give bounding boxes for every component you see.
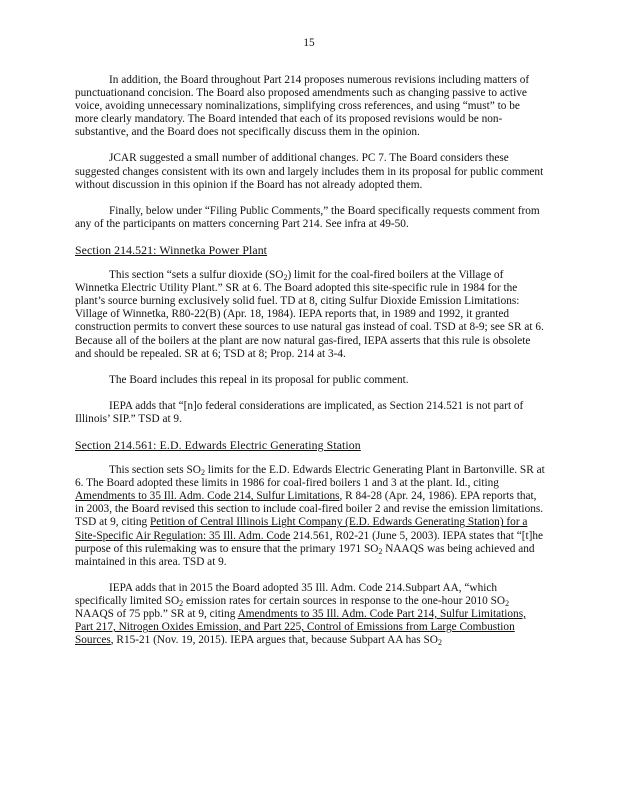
text-run: limits for the E.D. Edwards Electric Generating Plant in Bartonville. SR at 6. The Board adopted these limits in 1986 for coal-fired boilers 1 and 3 at the plant. Id., citing bbox=[75, 464, 545, 490]
text-run: 214.561, R02-21 (June 5, 2003). IEPA states that “[t]he purpose of this rulemaking was to ensure that the primary 1971 SO bbox=[75, 529, 544, 555]
page-number: 15 bbox=[303, 37, 315, 49]
subscript: 2 bbox=[505, 598, 510, 608]
text-run: NAAQS was being achieved and maintained in this area. TSD at 9. bbox=[75, 542, 535, 568]
text-run: IEPA adds that in 2015 the Board adopted 35 Ill. Adm. Code 214.Subpart AA, “which specifically limited SO bbox=[75, 581, 498, 607]
paragraph-edwards-limits bbox=[75, 464, 545, 569]
subscript: 2 bbox=[200, 468, 205, 478]
text-run: This section sets SO bbox=[109, 464, 201, 477]
citation-title: Petition of Central Illinois Light Company (E.D. Edwards Generating Station) for a Site-Specific Air Regulation: 35 Ill. Adm. Code bbox=[75, 516, 528, 542]
paragraph-jcar: JCAR suggested a small number of additional changes. PC 7. The Board considers these suggested changes consistent with its own and largely includes them in its proposal for public comment without discussion in this opinion if the Board has not already adopted them. bbox=[75, 152, 544, 191]
citation-title: Amendments to 35 Ill. Adm. Code Part 214, Sulfur Limitations, Part 217, Nitrogen Oxides Emission, and Part 225, Control of Emissions from Large Combustion Sources bbox=[75, 608, 526, 647]
subscript: 2 bbox=[378, 546, 383, 556]
paragraph-winnetka-sip: IEPA adds that “[n]o federal considerations are implicated, as Section 214.521 is not part of Illinois’ SIP.” TSD at 9. bbox=[75, 399, 524, 425]
document-body bbox=[75, 74, 545, 660]
paragraph-filing-comments: Finally, below under “Filing Public Comments,” the Board specifically requests comment from any of the participants on matters concerning Part 214. See infra at 49-50. bbox=[75, 204, 540, 230]
text-run: This section “sets a sulfur dioxide (SO bbox=[109, 269, 284, 282]
text-run: ) limit for the coal-fired boilers at the Village of Winnetka Electric Utility Plant.” SR at 6. The Board adopted this site-specific rule in 1984 for the plant’s source burning exclusively solid fuel. TD at 8, citing Sulfur Dioxide Emission Limitations: Village of Winnetka, R80-22(B) (Apr. 18, 1984). IEPA reports that, in 1989 and 1992, it granted construction permits to convert these sources to use natural gas instead of coal. TSD at 8-9; see SR at 6. Because all of the boilers at the plant are now natural gas-fired, IEPA asserts that this rule is obsolete and should be repealed. SR at 6; TSD at 8; Prop. 214 at 3-4. bbox=[75, 269, 544, 360]
text-run: NAAQS of 75 ppb.” SR at 9, citing bbox=[75, 608, 238, 620]
paragraph-winnetka-repeal: The Board includes this repeal in its proposal for public comment. bbox=[109, 373, 409, 386]
subscript: 2 bbox=[179, 598, 184, 608]
citation-title: Amendments to 35 Ill. Adm. Code 214, Sulfur Limitations bbox=[75, 490, 340, 503]
paragraph-winnetka-limit bbox=[75, 269, 545, 361]
section-heading-edwards: Section 214.561: E.D. Edwards Electric Generating Station bbox=[75, 437, 361, 452]
section-heading-winnetka: Section 214.521: Winnetka Power Plant bbox=[75, 242, 268, 257]
text-run: , R 84-28 (Apr. 24, 1986). EPA reports that, in 2003, the Board revised this section to include coal-fired boiler 2 and revise the emission limitations. TSD at 9, citing bbox=[75, 490, 544, 529]
paragraph-edwards-subpart-aa bbox=[75, 582, 545, 647]
text-run: emission rates for certain sources in response to the one-hour 2010 SO bbox=[183, 594, 506, 607]
paragraph-revisions: In addition, the Board throughout Part 214 proposes numerous revisions including matters of punctuationand concision. The Board also proposed amendments such as changing passive to active voice, avoiding unnecessary nominalizations, simplifying cross references, and using “must” to be more clearly mandatory. The Board intended that each of its proposed revisions would be non-substantive, and the Board does not specifically discuss them in the opinion. bbox=[75, 74, 530, 139]
subscript: 2 bbox=[437, 638, 442, 648]
text-run: , R15-21 (Nov. 19, 2015). IEPA argues that, because Subpart AA has SO bbox=[110, 634, 438, 647]
subscript: 2 bbox=[283, 273, 288, 283]
